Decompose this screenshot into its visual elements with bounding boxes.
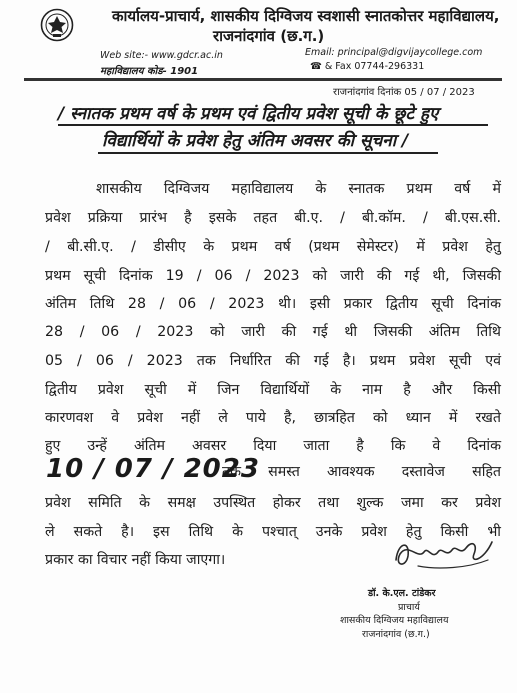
body-line: प्रथम सूची दिनांक 19 / 06 / 2023 को जारी की गई थी, जिसकी [45,268,501,284]
body-line: कारणवश वे प्रवेश नहीं ले पाये है, छात्रहित को ध्यान में रखते [45,410,501,426]
letterhead-title: कार्यालय-प्राचार्य, शासकीय दिग्विजय स्वशासी स्नातकोत्तर महाविद्यालय, [112,7,500,25]
handwritten-signature [388,530,498,576]
body-line: 28 / 06 / 2023 को जारी की गई थी जिसकी अंतिम तिथि [45,324,501,340]
body-line: ले सकते है। इस तिथि के पश्चात् उनके प्रवेश हेतु किसी भी [45,524,501,540]
letterhead-phone-text: & Fax 07744-296331 [324,61,425,72]
body-line: अंतिम तिथि 28 / 06 / 2023 थी। इसी प्रकार द्वितीय सूची दिनांक [45,296,501,312]
body-line: प्रवेश समिति के समक्ष उपस्थित होकर तथा शुल्क जमा कर प्रवेश [45,495,501,511]
body-line: / बी.सी.ए. / डीसीए के प्रथम वर्ष (प्रथम सेमेस्टर) में प्रवेश हेतु [45,239,501,255]
body-line: 05 / 06 / 2023 तक निर्धारित की गई है। प्रथम प्रवेश सूची एवं [45,353,501,369]
notice-title-line1: / स्नातक प्रथम वर्ष के प्रथम एवं द्वितीय प्रवेश सूची के छूटे हुए [58,104,439,124]
signatory-designation: प्राचार्य [398,602,420,613]
notice-date: राजनांदगांव दिनांक 05 / 07 / 2023 [333,87,475,98]
notice-title-line2: विद्यार्थियों के प्रवेश हेतु अंतिम अवसर की सूचना / [102,131,409,151]
signatory-name: डॉ. के.एल. टांडेकर [368,588,436,599]
title-underline [98,152,438,154]
title-underline [58,124,488,126]
phone-icon: ☎ [310,61,325,72]
letterhead-college-code: महाविद्यालय कोड- 1901 [100,66,199,77]
letterhead-email: Email: principal@digvijaycollege.com [305,47,483,58]
college-logo-icon [40,8,74,42]
signatory-place: राजनांदगांव (छ.ग.) [362,629,430,640]
deadline-date: 10 / 07 / 2023 [46,454,260,484]
letterhead-phone [310,61,424,72]
body-line: प्रकार का विचार नहीं किया जाएगा। [45,552,226,568]
body-line: शासकीय दिग्विजय महाविद्यालय के स्नातक प्रथम वर्ष में [96,181,501,197]
body-line: तक समस्त आवश्यक दस्तावेज सहित [222,464,501,480]
letterhead-city: राजनांदगांव (छ.ग.) [213,27,325,45]
body-line: द्वितीय प्रवेश सूची में जिन विद्यार्थियों के नाम है और किसी [45,382,501,398]
signatory-organization: शासकीय दिग्विजय महाविद्यालय [340,615,449,626]
letterhead-website: Web site:- www.gdcr.ac.in [100,50,223,61]
letterhead-divider [24,78,502,81]
body-line: प्रवेश प्रक्रिया प्रारंभ है इसके तहत बी.ए. / बी.कॉम. / बी.एस.सी. [45,210,501,226]
body-line: हुए उन्हें अंतिम अवसर दिया जाता है कि वे दिनांक [45,438,501,454]
